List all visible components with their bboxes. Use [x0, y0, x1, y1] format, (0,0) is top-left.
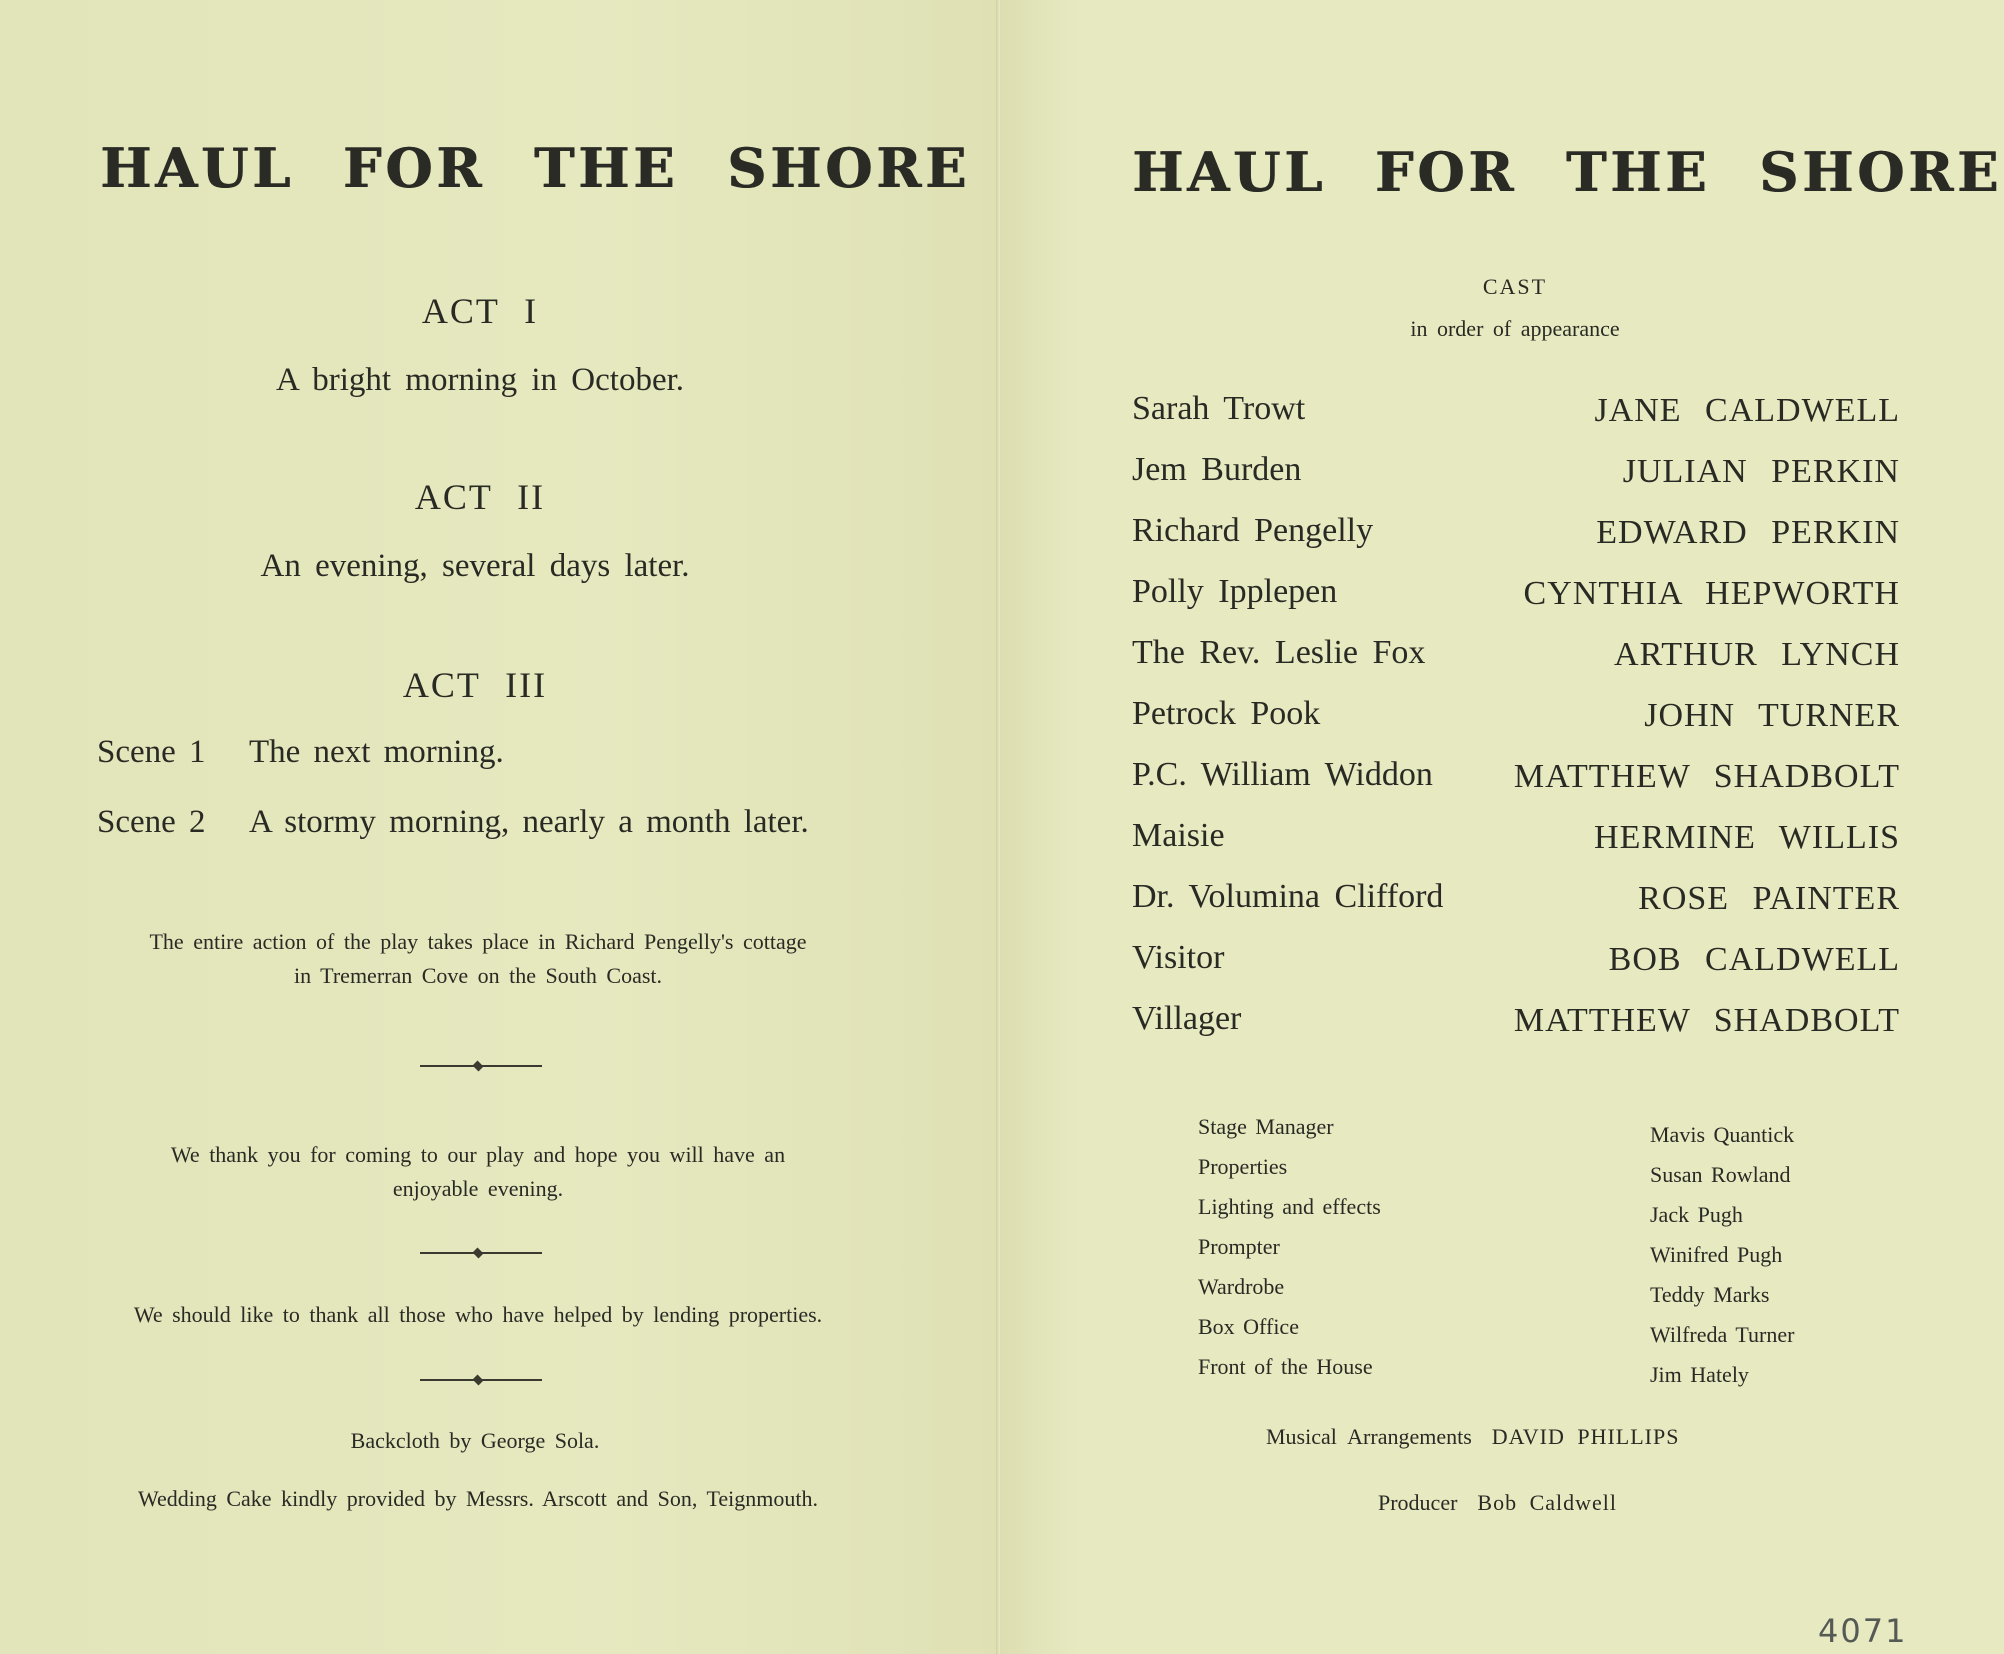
- crew-role: Wardrobe: [1198, 1274, 1285, 1299]
- crew-role: Lighting and effects: [1198, 1194, 1381, 1219]
- setting-line-2: in Tremerran Cove on the South Coast.: [293, 963, 663, 988]
- cast-actor: JULIAN PERKIN: [1622, 453, 1900, 490]
- producer-credit: [1378, 1490, 1617, 1516]
- scene-1-row: [97, 734, 504, 771]
- left-title: HAUL FOR THE SHORE: [100, 136, 971, 200]
- producer-name: Bob Caldwell: [1477, 1490, 1618, 1515]
- scene-2-row: [97, 804, 809, 841]
- cast-actor: HERMINE WILLIS: [1594, 819, 1900, 856]
- music-name: DAVID PHILLIPS: [1491, 1424, 1680, 1449]
- crew-name: Wilfreda Turner: [1650, 1322, 1795, 1347]
- ornament-divider: [420, 1065, 542, 1067]
- cast-role: Dr. Volumina Clifford: [1132, 878, 1444, 915]
- cast-row: [1132, 1000, 1900, 1044]
- producer-label: Producer: [1378, 1490, 1458, 1515]
- crew-role: Front of the House: [1198, 1354, 1373, 1379]
- crew-role: Box Office: [1198, 1314, 1299, 1339]
- music-label: Musical Arrangements: [1266, 1424, 1472, 1449]
- setting-line-1: The entire action of the play takes place in Richard Pengelly's cottage: [149, 929, 807, 954]
- cast-role: Petrock Pook: [1132, 695, 1321, 732]
- crew-name: Jack Pugh: [1650, 1202, 1743, 1227]
- cast-row: [1132, 573, 1900, 617]
- cast-row: [1132, 939, 1900, 983]
- properties-thanks: We should like to thank all those who have helped by lending properties.: [133, 1302, 823, 1327]
- scene-1-description: The next morning.: [249, 734, 504, 770]
- scene-1-label: Scene 1: [97, 734, 206, 770]
- scene-2-label: Scene 2: [97, 804, 206, 840]
- scene-2-description: A stormy morning, nearly a month later.: [249, 804, 809, 840]
- act-1-heading: ACT I: [421, 291, 539, 331]
- cast-row: [1132, 451, 1900, 495]
- thanks-note: [0, 1138, 956, 1206]
- cast-row: [1132, 390, 1900, 434]
- cast-heading: CAST: [1482, 274, 1548, 299]
- setting-note: [0, 925, 956, 993]
- cast-actor: ARTHUR LYNCH: [1614, 636, 1900, 673]
- act-3-heading: ACT III: [402, 665, 548, 705]
- cast-row: [1132, 634, 1900, 678]
- crew-role: Properties: [1198, 1154, 1288, 1179]
- cast-actor: CYNTHIA HEPWORTH: [1523, 575, 1900, 612]
- thanks-line-1: We thank you for coming to our play and hope you will have an: [170, 1142, 786, 1167]
- cast-role: Richard Pengelly: [1132, 512, 1374, 549]
- cast-actor: JANE CALDWELL: [1594, 392, 1900, 429]
- act-1-description: A bright morning in October.: [275, 362, 685, 398]
- cast-row: [1132, 695, 1900, 739]
- cast-subheading: in order of appearance: [1410, 316, 1620, 341]
- act-2-description: An evening, several days later.: [260, 548, 690, 584]
- cast-actor: BOB CALDWELL: [1608, 941, 1900, 978]
- archive-number: 4071: [1818, 1612, 1908, 1650]
- crew-name: Susan Rowland: [1650, 1162, 1791, 1187]
- crew-name: Winifred Pugh: [1650, 1242, 1783, 1267]
- cast-role: Villager: [1132, 1000, 1242, 1037]
- page-fold: [996, 0, 1000, 1654]
- act-2-heading: ACT II: [414, 477, 546, 517]
- cast-actor: JOHN TURNER: [1644, 697, 1900, 734]
- cast-actor: MATTHEW SHADBOLT: [1513, 758, 1900, 795]
- cast-actor: ROSE PAINTER: [1638, 880, 1900, 917]
- crew-name: Mavis Quantick: [1650, 1122, 1795, 1147]
- cast-role: P.C. William Widdon: [1132, 756, 1433, 793]
- cast-role: Maisie: [1132, 817, 1225, 854]
- crew-role: Prompter: [1198, 1234, 1280, 1259]
- right-title: HAUL FOR THE SHORE: [1132, 140, 2003, 204]
- wedding-cake-credit: Wedding Cake kindly provided by Messrs. Arscott and Son, Teignmouth.: [137, 1486, 818, 1511]
- cast-actor: MATTHEW SHADBOLT: [1513, 1002, 1900, 1039]
- cast-row: [1132, 878, 1900, 922]
- cast-role: Visitor: [1132, 939, 1225, 976]
- cast-row: [1132, 817, 1900, 861]
- crew-name: Teddy Marks: [1650, 1282, 1770, 1307]
- thanks-line-2: enjoyable evening.: [392, 1176, 564, 1201]
- cast-role: The Rev. Leslie Fox: [1132, 634, 1426, 671]
- backcloth-credit: Backcloth by George Sola.: [350, 1428, 600, 1453]
- cast-row: [1132, 756, 1900, 800]
- crew-role: Stage Manager: [1198, 1114, 1334, 1139]
- cast-row: [1132, 512, 1900, 556]
- crew-name: Jim Hately: [1650, 1362, 1749, 1387]
- ornament-divider: [420, 1379, 542, 1381]
- cast-actor: EDWARD PERKIN: [1596, 514, 1900, 551]
- cast-role: Polly Ipplepen: [1132, 573, 1338, 610]
- ornament-divider: [420, 1252, 542, 1254]
- cast-role: Sarah Trowt: [1132, 390, 1306, 427]
- cast-role: Jem Burden: [1132, 451, 1302, 488]
- music-credit: [1266, 1424, 1679, 1450]
